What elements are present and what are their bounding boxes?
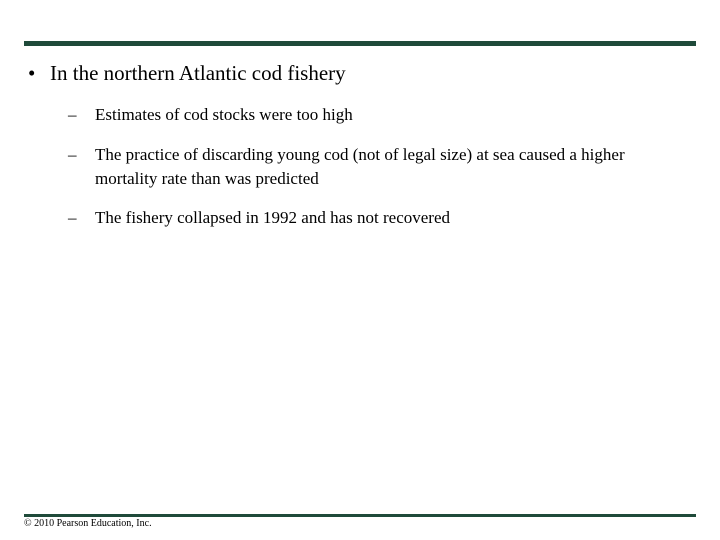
subpoint-text: The practice of discarding young cod (not of legal size) at sea caused a higher mortality rate than was predicted [95, 145, 625, 188]
subpoint-collapse [68, 206, 688, 230]
main-bullet [28, 60, 346, 86]
subpoint-discarding [68, 143, 688, 191]
bottom-rule [24, 514, 696, 517]
top-rule [24, 41, 696, 46]
dash-marker: – [68, 105, 77, 124]
dash-marker: – [68, 208, 77, 227]
subpoint-text: Estimates of cod stocks were too high [95, 105, 353, 124]
bullet-marker: • [28, 61, 36, 85]
main-bullet-text: In the northern Atlantic cod fishery [50, 61, 346, 85]
dash-marker: – [68, 145, 77, 164]
subpoint-estimates [68, 103, 688, 127]
copyright-footer: © 2010 Pearson Education, Inc. [24, 518, 152, 529]
subpoint-text: The fishery collapsed in 1992 and has not recovered [95, 208, 450, 227]
